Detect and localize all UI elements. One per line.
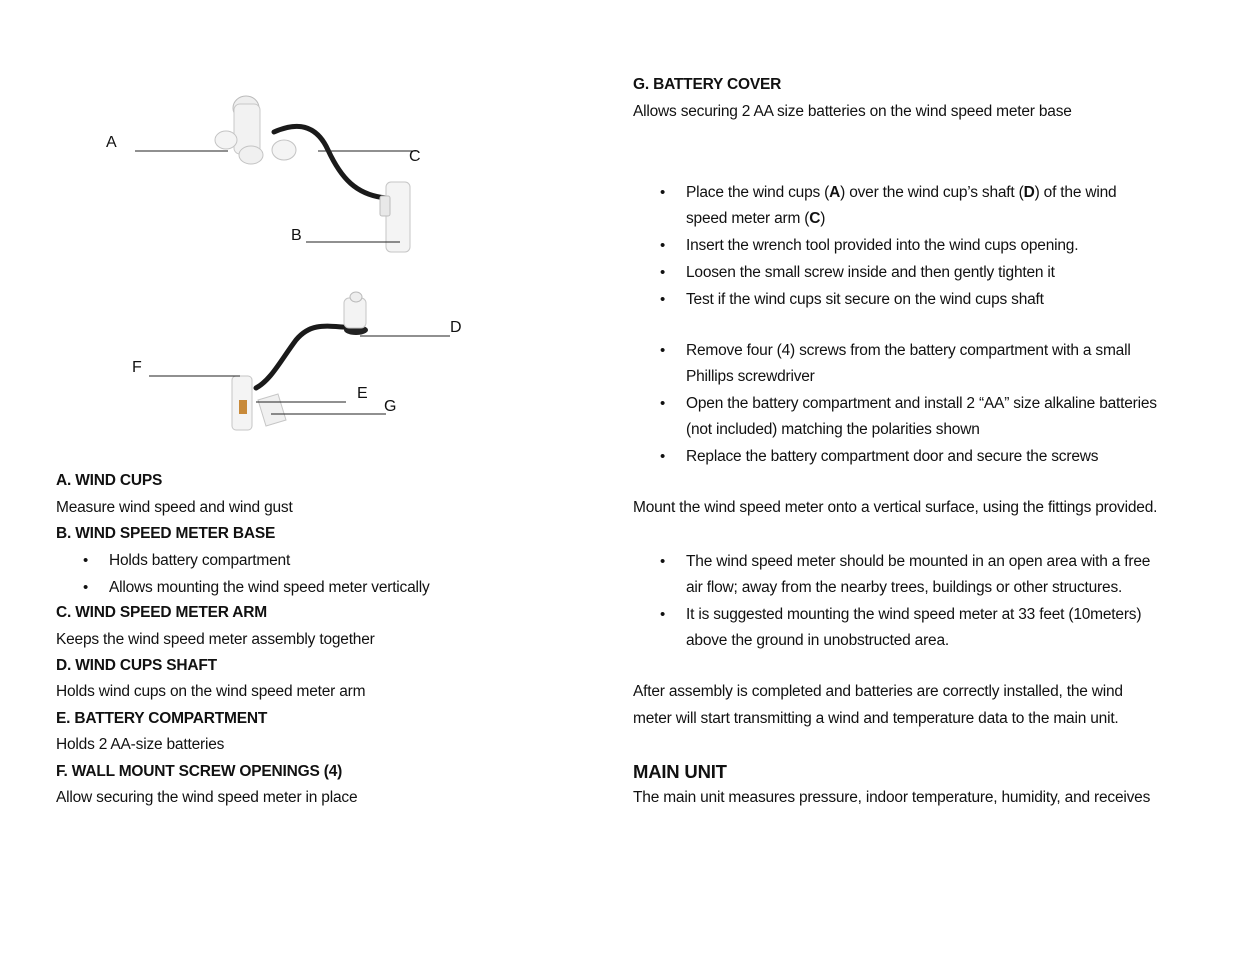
figure-label-d: D (450, 319, 462, 336)
assembly-steps (633, 180, 1116, 313)
after-assembly-line1: After assembly is completed and batteries are correctly installed, the wind (633, 683, 1123, 700)
list-item: • It is suggested mounting the wind speed meter at 33 feet (10meters) above the ground in unobstructed area. (633, 602, 1150, 654)
figure-label-c: C (409, 148, 421, 165)
part-e-title: E. BATTERY COMPARTMENT (56, 710, 268, 727)
part-d-title: D. WIND CUPS SHAFT (56, 657, 217, 674)
wind-meter-diagram (56, 0, 576, 450)
list-item: • Place the wind cups (A) over the wind cup’s shaft (D) of the wind speed meter arm (C) (633, 180, 1116, 232)
part-b-bullets (56, 548, 430, 601)
main-unit-text: The main unit measures pressure, indoor temperature, humidity, and receives (633, 789, 1151, 806)
list-item: • Insert the wrench tool provided into the wind cups opening. (633, 233, 1116, 259)
list-item: • Test if the wind cups sit secure on the wind cups shaft (633, 287, 1116, 313)
list-item: • Holds battery compartment (56, 548, 430, 574)
main-unit-heading: MAIN UNIT (633, 761, 727, 782)
list-item: • Open the battery compartment and install 2 “AA” size alkaline batteries (not included) matching the polarities shown (633, 391, 1157, 443)
figure-label-g: G (384, 398, 397, 415)
figure-label-b: B (291, 227, 302, 244)
part-a-title: A. WIND CUPS (56, 472, 163, 489)
part-g-title: G. BATTERY COVER (633, 76, 782, 93)
part-c-desc: Keeps the wind speed meter assembly together (56, 631, 375, 648)
after-assembly-line2: meter will start transmitting a wind and temperature data to the main unit. (633, 710, 1119, 727)
mount-tips (633, 549, 1150, 654)
ref-c: C (809, 210, 821, 227)
part-d-desc: Holds wind cups on the wind speed meter arm (56, 683, 366, 700)
list-item: • Replace the battery compartment door and secure the screws (633, 444, 1157, 470)
ref-a: A (829, 184, 841, 201)
figure-label-a: A (106, 134, 117, 151)
ref-d: D (1023, 184, 1035, 201)
figure-label-e: E (357, 385, 368, 402)
part-b-title: B. WIND SPEED METER BASE (56, 525, 276, 542)
list-item: • Allows mounting the wind speed meter vertically (56, 575, 430, 601)
wind-meter-assembled-illustration (215, 96, 410, 252)
list-item: • Loosen the small screw inside and then gently tighten it (633, 260, 1116, 286)
part-e-desc: Holds 2 AA-size batteries (56, 736, 225, 753)
mount-text: Mount the wind speed meter onto a vertical surface, using the fittings provided. (633, 499, 1158, 516)
list-item: • Remove four (4) screws from the battery compartment with a small Phillips screwdriver (633, 338, 1157, 390)
part-a-desc: Measure wind speed and wind gust (56, 499, 293, 516)
figure-label-f: F (132, 359, 142, 376)
wind-meter-exploded-illustration (232, 292, 368, 430)
battery-steps (633, 338, 1157, 470)
part-c-title: C. WIND SPEED METER ARM (56, 604, 267, 621)
list-item: • The wind speed meter should be mounted in an open area with a free air flow; away from the nearby trees, buildings or other structures. (633, 549, 1150, 601)
part-f-title: F. WALL MOUNT SCREW OPENINGS (4) (56, 763, 343, 780)
part-g-desc: Allows securing 2 AA size batteries on the wind speed meter base (633, 103, 1072, 120)
part-f-desc: Allow securing the wind speed meter in place (56, 789, 358, 806)
